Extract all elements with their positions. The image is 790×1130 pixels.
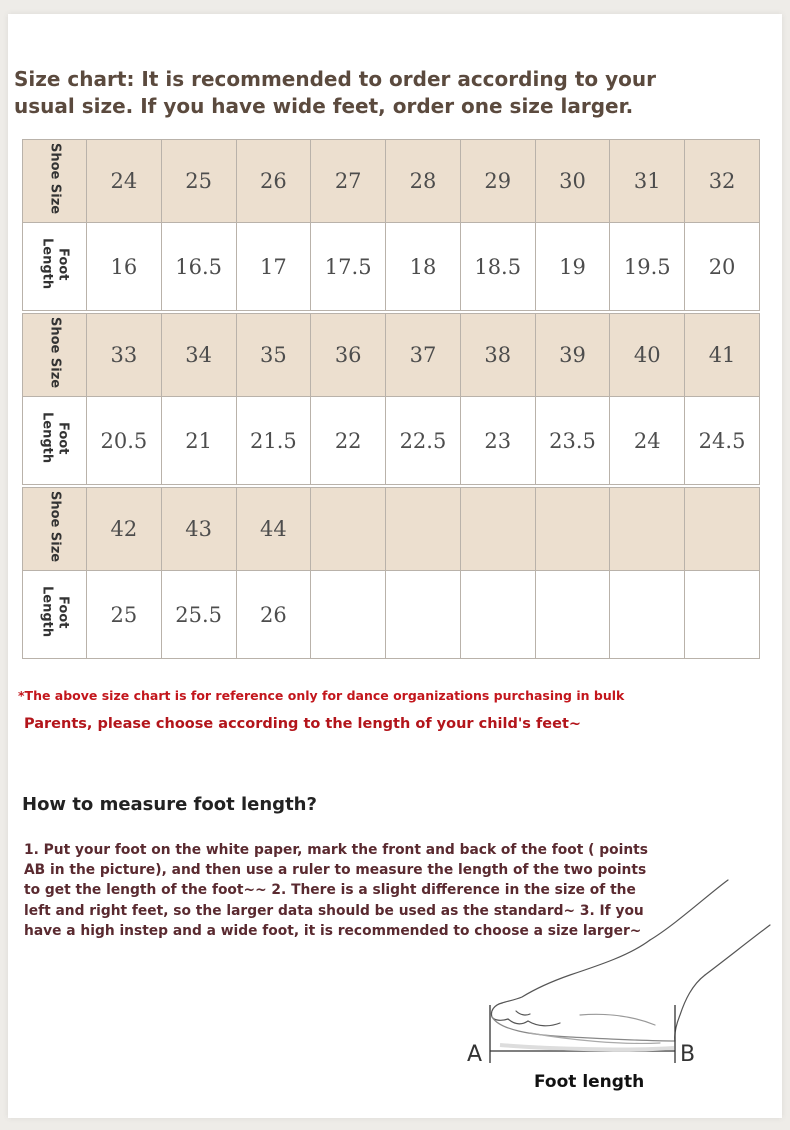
measure-instructions: 1. Put your foot on the white paper, mark the front and back of the foot ( points AB in the picture), and then use a ruler to measure the length of the two points to get the length of the foot~~ 2. There is a slight difference in the size of the left and right feet, so the larger data should be used as the standard~ 3. If you have a high instep and a wide foot, it is recommended to choose a size larger~ (24, 842, 648, 939)
length-cell (535, 571, 610, 659)
size-cell: 29 (460, 140, 535, 223)
length-cell (311, 571, 386, 659)
foot-length-label: Foot Length (23, 223, 87, 311)
shoe-size-row (23, 140, 760, 223)
length-cell (685, 571, 760, 659)
length-cell: 16.5 (161, 223, 236, 311)
length-cell: 25.5 (161, 571, 236, 659)
size-cell: 37 (386, 314, 461, 397)
size-table-3 (22, 487, 760, 659)
size-cell: 32 (685, 140, 760, 223)
size-cell (535, 488, 610, 571)
length-cell: 22.5 (386, 397, 461, 485)
length-cell: 24.5 (685, 397, 760, 485)
foot-length-row (23, 397, 760, 485)
size-table-1 (22, 139, 760, 311)
size-cell (311, 488, 386, 571)
size-cell: 28 (386, 140, 461, 223)
size-cell: 35 (236, 314, 311, 397)
size-cell: 31 (610, 140, 685, 223)
length-cell: 21.5 (236, 397, 311, 485)
bulk-purchase-note: *The above size chart is for reference only for dance organizations purchasing in bulk (18, 688, 625, 703)
length-cell (460, 571, 535, 659)
foot-measure-illustration (460, 865, 780, 1065)
shoe-size-label: Shoe Size (23, 488, 87, 571)
length-cell: 19 (535, 223, 610, 311)
length-cell: 18.5 (460, 223, 535, 311)
size-cell (610, 488, 685, 571)
foot-length-row (23, 571, 760, 659)
size-cell: 33 (87, 314, 162, 397)
size-cell: 40 (610, 314, 685, 397)
foot-length-row (23, 223, 760, 311)
parents-note: Parents, please choose according to the length of your child's feet~ (24, 716, 582, 732)
size-cell: 30 (535, 140, 610, 223)
size-cell: 39 (535, 314, 610, 397)
shoe-size-label: Shoe Size (23, 140, 87, 223)
foot-length-caption: Foot length (534, 1072, 645, 1092)
foot-length-label: Foot Length (23, 397, 87, 485)
shoe-size-row (23, 314, 760, 397)
length-cell: 25 (87, 571, 162, 659)
length-cell (386, 571, 461, 659)
foot-length-label: Foot Length (23, 571, 87, 659)
size-cell (460, 488, 535, 571)
size-cell: 24 (87, 140, 162, 223)
measure-title: How to measure foot length? (22, 794, 317, 815)
size-cell: 25 (161, 140, 236, 223)
length-cell: 23 (460, 397, 535, 485)
size-cell: 26 (236, 140, 311, 223)
length-cell: 16 (87, 223, 162, 311)
size-cell: 41 (685, 314, 760, 397)
size-chart-heading: Size chart: It is recommended to order according to your usual size. If you have wide feet, order one size larger. (14, 67, 656, 118)
size-cell (685, 488, 760, 571)
size-cell: 27 (311, 140, 386, 223)
length-cell (610, 571, 685, 659)
size-cell (386, 488, 461, 571)
length-cell: 20 (685, 223, 760, 311)
size-cell: 34 (161, 314, 236, 397)
size-table-2 (22, 313, 760, 485)
shoe-size-row (23, 488, 760, 571)
length-cell: 17.5 (311, 223, 386, 311)
length-cell: 24 (610, 397, 685, 485)
length-cell: 20.5 (87, 397, 162, 485)
size-cell: 36 (311, 314, 386, 397)
size-cell: 42 (87, 488, 162, 571)
point-a-label: A (467, 1042, 483, 1067)
length-cell: 26 (236, 571, 311, 659)
length-cell: 18 (386, 223, 461, 311)
size-cell: 44 (236, 488, 311, 571)
point-b-label: B (680, 1042, 696, 1067)
shoe-size-label: Shoe Size (23, 314, 87, 397)
size-cell: 38 (460, 314, 535, 397)
length-cell: 23.5 (535, 397, 610, 485)
size-cell: 43 (161, 488, 236, 571)
length-cell: 21 (161, 397, 236, 485)
length-cell: 19.5 (610, 223, 685, 311)
length-cell: 22 (311, 397, 386, 485)
length-cell: 17 (236, 223, 311, 311)
